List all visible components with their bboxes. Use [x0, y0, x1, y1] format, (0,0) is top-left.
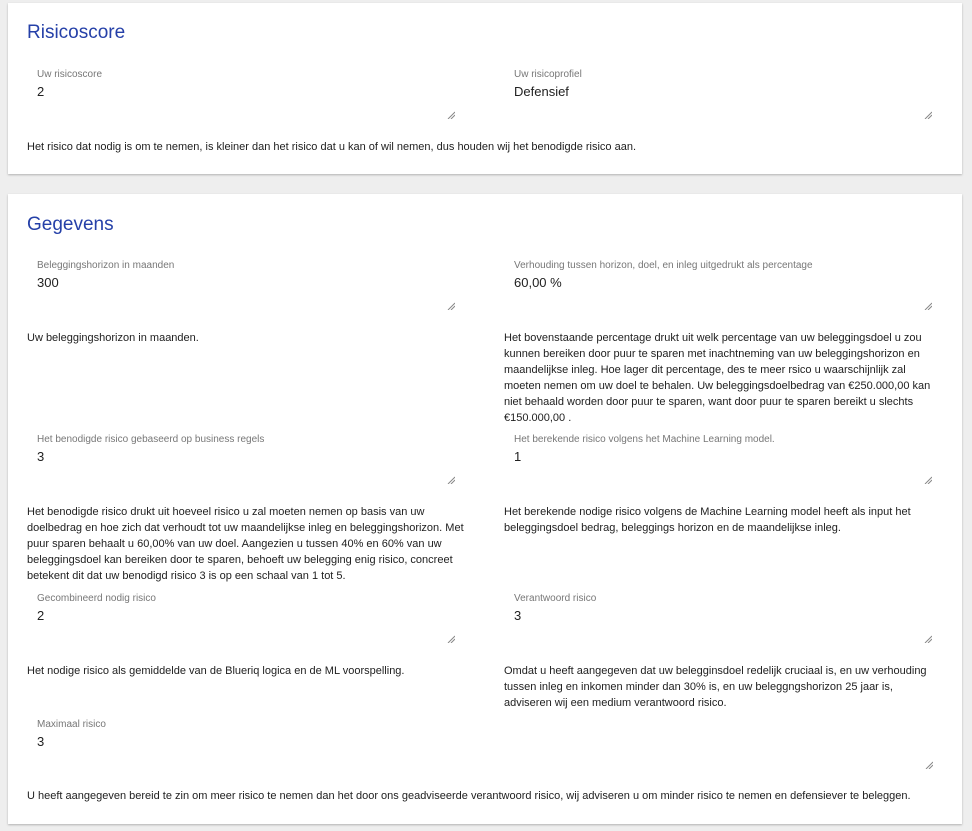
risicoscore-label: Uw risicoscore — [37, 69, 103, 80]
maximaal-risico-value: 3 — [37, 734, 45, 749]
maximaal-risico-label: Maximaal risico — [37, 719, 106, 730]
verhouding-field[interactable] — [504, 260, 932, 310]
verantwoord-risico-description: Omdat u heeft aangegeven dat uw belegginsdoel redelijk cruciaal is, en uw verhouding tussen inleg en inkomen minder dan 30% is, en uw beleggngshorizon 25 jaar is, adviseren wij een medium verantwoord risico. — [504, 665, 927, 709]
gegevens-title: Gegevens — [27, 214, 114, 235]
risicoprofiel-value: Defensief — [514, 84, 569, 99]
business-risico-value: 3 — [37, 449, 45, 464]
gecombineerd-risico-description: Het nodige risico als gemiddelde van de Blueriq logica en de ML voorspelling. — [27, 665, 405, 677]
risicoscore-field[interactable] — [27, 69, 455, 119]
risicoscore-description: Het risico dat nodig is om te nemen, is kleiner dan het risico dat u kan of wil nemen, dus houden wij het benodigde risico aan. — [27, 141, 637, 153]
gecombineerd-risico-value: 2 — [37, 608, 45, 623]
verantwoord-risico-value: 3 — [514, 608, 522, 623]
beleggingshorizon-field[interactable] — [27, 260, 455, 310]
business-risico-field[interactable] — [27, 434, 455, 484]
resize-handle-icon[interactable] — [447, 302, 455, 310]
gecombineerd-risico-field[interactable] — [27, 593, 455, 643]
ml-risico-value: 1 — [514, 449, 522, 464]
ml-risico-field[interactable] — [504, 434, 932, 484]
resize-handle-icon[interactable] — [447, 476, 455, 484]
resize-handle-icon[interactable] — [925, 761, 933, 769]
risicoprofiel-field[interactable] — [504, 69, 932, 119]
business-risico-description: Het benodigde risico drukt uit hoeveel risico u zal moeten nemen op basis van uw doelbedrag en hoe zich dat verhoudt tot uw maandelijkse inleg en beleggingshorizon. Met puur sparen behaalt u 60,00% van uw doel. Aangezien u tussen 40% en 60% van uw beleggingsdoel kan bereiken door te sparen, behoeft uw belegging enig risico, concreet betekent dit dat uw benodigd risico 3 is op een schaal van 1 tot 5. — [27, 506, 464, 582]
verantwoord-risico-label: Verantwoord risico — [514, 593, 597, 604]
maximaal-risico-field[interactable] — [27, 719, 933, 769]
beleggingshorizon-description: Uw beleggingshorizon in maanden. — [27, 332, 199, 344]
beleggingshorizon-label: Beleggingshorizon in maanden — [37, 260, 175, 271]
risicoprofiel-label: Uw risicoprofiel — [514, 69, 582, 80]
resize-handle-icon[interactable] — [447, 111, 455, 119]
verantwoord-risico-field[interactable] — [504, 593, 932, 643]
resize-handle-icon[interactable] — [924, 635, 932, 643]
verhouding-label: Verhouding tussen horizon, doel, en inleg uitgedrukt als percentage — [514, 260, 813, 271]
resize-handle-icon[interactable] — [924, 476, 932, 484]
ml-risico-description: Het berekende nodige risico volgens de Machine Learning model heeft als input het beleggingsdoel bedrag, beleggings horizon en de maandelijkse inleg. — [504, 506, 911, 534]
risicoscore-card — [8, 3, 962, 174]
resize-handle-icon[interactable] — [924, 111, 932, 119]
resize-handle-icon[interactable] — [924, 302, 932, 310]
verhouding-value: 60,00 % — [514, 275, 562, 290]
risicoscore-title: Risicoscore — [27, 22, 126, 43]
verhouding-description: Het bovenstaande percentage drukt uit welk percentage van uw beleggingsdoel u zou kunnen bereiken door puur te sparen met inachtneming van uw beleggingshorizon en maandelijkse inleg. Hoe lager dit percentage, des te meer rsico u waarschijnlijk zal moeten nemen om uw doel te behalen. Uw beleggingsdoelbedrag van €250.000,00 kan niet behaald worden door puur te sparen, want door puur te sparen bereikt u slechts €150.000,00 . — [504, 332, 931, 424]
business-risico-label: Het benodigde risico gebaseerd op business regels — [37, 434, 265, 445]
gegevens-card — [8, 194, 962, 824]
beleggingshorizon-value: 300 — [37, 275, 59, 290]
gecombineerd-risico-label: Gecombineerd nodig risico — [37, 593, 156, 604]
maximaal-risico-description: U heeft aangegeven bereid te zin om meer risico te nemen dan het door ons geadviseerde verantwoord risico, wij adviseren u om minder risico te nemen en defensiever te beleggen. — [27, 790, 911, 802]
ml-risico-label: Het berekende risico volgens het Machine Learning model. — [514, 434, 775, 445]
resize-handle-icon[interactable] — [447, 635, 455, 643]
risicoscore-value: 2 — [37, 84, 45, 99]
